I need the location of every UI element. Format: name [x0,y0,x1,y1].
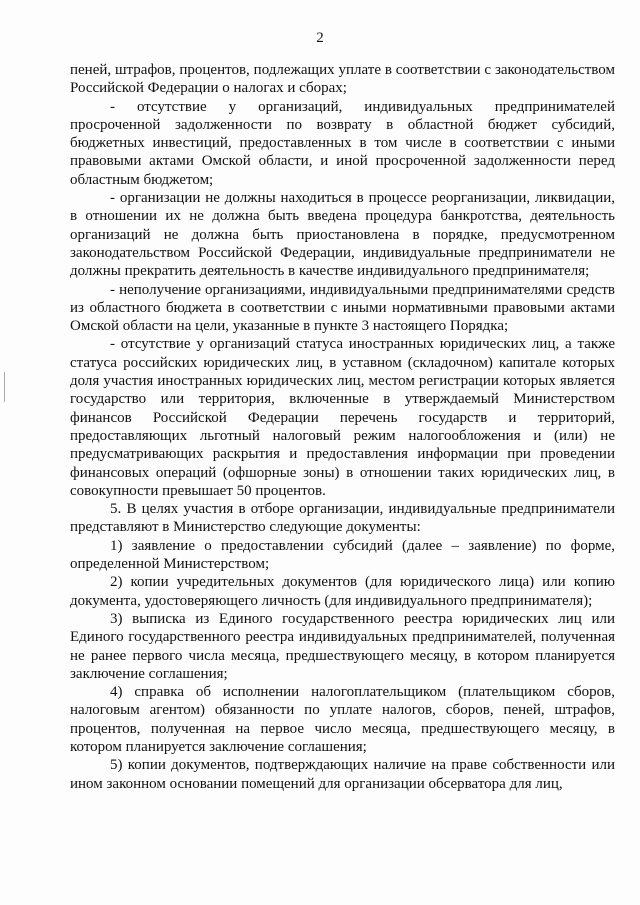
paragraph-continuation: пеней, штрафов, процентов, подлежащих уплате в соответствии с законодательством Российской Федерации о налогах и сборах; [70,62,615,97]
paragraph-no-other-funds-condition: - неполучение организациями, индивидуальными предпринимателями средств из областного бюджета в соответствии с иными нормативными правовыми актами Омской области на цели, указанные в пункте 3 настоящего Порядка; [70,281,615,335]
paragraph-no-debt-condition: - отсутствие у организаций, индивидуальных предпринимателей просроченной задолженности по возврату в областной бюджет субсидий, бюджетных инвестиций, предоставленных в том числе в соответствии с иными правовыми актами Омской области, и иной просроченной задолженности перед областным бюджетом; [70,98,615,188]
list-item-founding-documents: 2) копии учредительных документов (для юридического лица) или копию документа, удостоверяющего личность (для индивидуального предпринимателя); [70,574,615,609]
paragraph-no-reorganization-condition: - организации не должны находиться в процессе реорганизации, ликвидации, в отношении их не должна быть введена процедура банкротства, деятельность организаций не должна быть приостановлена в порядке, предусмотренном законодательством Российской Федерации, индивидуальные предприниматели не должны прекратить деятельность в качестве индивидуального предпринимателя; [70,190,615,280]
list-item-application: 1) заявление о предоставлении субсидий (далее – заявление) по форме, определенной Министерством; [70,537,615,573]
paragraph-no-foreign-status-condition: - отсутствие у организаций статуса иностранных юридических лиц, а также статуса российских юридических лиц, в уставном (складочном) капитале которых доля участия иностранных юридических лиц, местом регистрации которых является государство или территория, включенные в утверждаемый Министерством финансов Российской Федерации перечень государств и территорий, предоставляющих льготный налоговый режим налогообложения и (или) не предусматривающих раскрытия и предоставления информации при проведении финансовых операций (офшорные зоны) в отношении таких юридических лиц, в совокупности превышает 50 процентов. [70,336,615,499]
list-item-tax-certificate: 4) справка об исполнении налогоплательщиком (плательщиком сборов, налоговым агентом) обязанности по уплате налогов, сборов, пеней, штрафов, процентов, полученная на первое число месяца, предшествующего месяцу, в котором планируется заключение соглашения; [70,684,615,755]
list-item-premises-documents: 5) копии документов, подтверждающих наличие на праве собственности или ином законном основании помещений для организации обсерватора для лиц, [70,757,615,792]
paragraph-section-5: 5. В целях участия в отборе организации, индивидуальные предприниматели представляют в Министерство следующие документы: [70,501,615,536]
list-item-registry-extract: 3) выписка из Единого государственного реестра юридических лиц или Единого государственного реестра индивидуальных предпринимателей, полученная не ранее первого числа месяца, предшествующего месяцу, в котором планируется заключение соглашения; [70,610,615,682]
document-body [70,61,615,793]
page-number: 2 [316,30,324,46]
scan-artifact [4,372,5,402]
